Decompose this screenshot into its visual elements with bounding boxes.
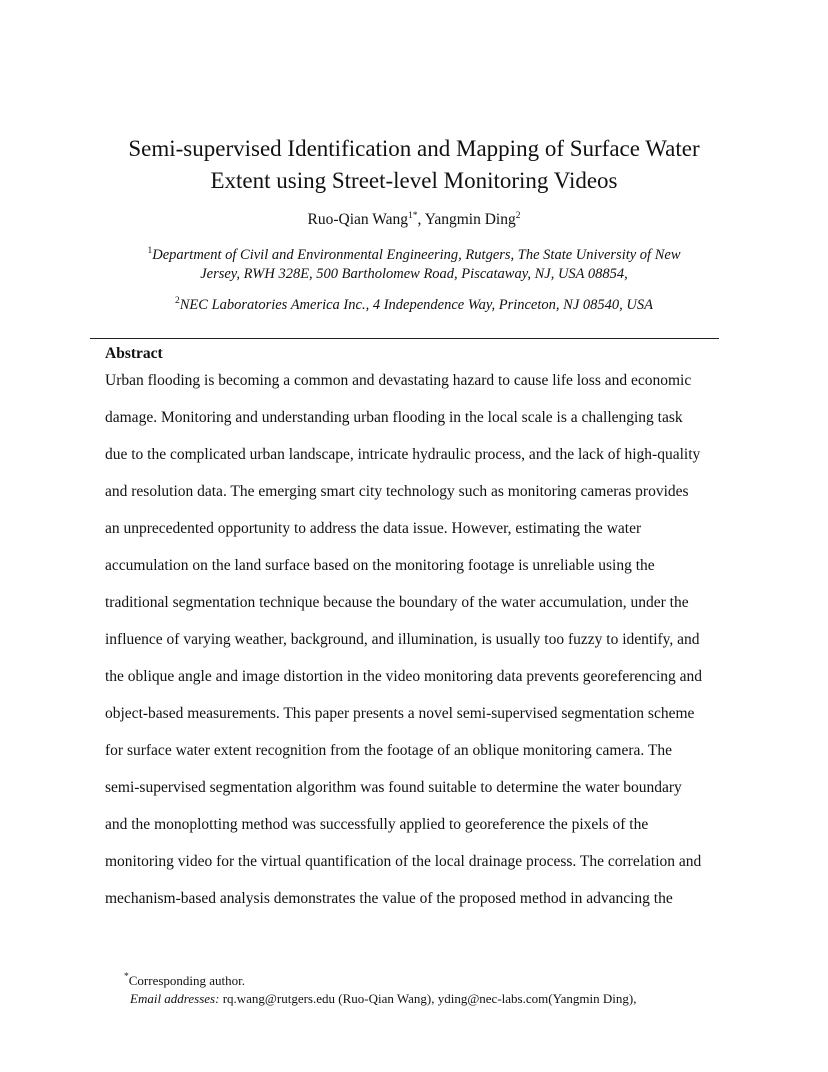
abstract-line: an unprecedented opportunity to address the data issue. However, estimating the water xyxy=(105,520,642,537)
author-list xyxy=(0,210,828,230)
section-divider xyxy=(90,338,719,339)
affiliation-2-mark: 2 xyxy=(175,296,180,306)
abstract-line: the oblique angle and image distortion in the video monitoring data prevents georeferencing and xyxy=(105,668,702,685)
abstract-line: accumulation on the land surface based on the monitoring footage is unreliable using the xyxy=(105,557,655,574)
abstract-line: monitoring video for the virtual quantification of the local drainage process. The correlation and xyxy=(105,853,702,870)
author-2-name: Yangmin Ding xyxy=(424,211,516,228)
author-1-name: Ruo-Qian Wang xyxy=(307,211,409,228)
affiliation-1 xyxy=(0,246,828,284)
abstract-line: for surface water extent recognition from the footage of an oblique monitoring camera. The xyxy=(105,742,672,759)
abstract-line: object-based measurements. This paper presents a novel semi-supervised segmentation scheme xyxy=(105,705,695,722)
affiliation-1-mark: 1 xyxy=(147,246,153,256)
affiliation-2 xyxy=(0,296,828,315)
footnote-mark: * xyxy=(124,972,129,982)
title-line-2: Extent using Street-level Monitoring Videos xyxy=(210,168,618,193)
author-separator: , xyxy=(417,211,425,228)
abstract-line: semi-supervised segmentation algorithm was found suitable to determine the water boundary xyxy=(105,779,682,796)
affiliation-2-text: NEC Laboratories America Inc., 4 Independence Way, Princeton, NJ 08540, USA xyxy=(179,297,653,313)
abstract-line: mechanism-based analysis demonstrates the value of the proposed method in advancing the xyxy=(105,890,673,907)
affiliation-1-line-2: Jersey, RWH 328E, 500 Bartholomew Road, Piscataway, NJ, USA 08854, xyxy=(200,266,628,282)
footnote xyxy=(124,972,636,1008)
paper-title xyxy=(0,133,828,197)
abstract-body xyxy=(105,370,745,925)
abstract-line: traditional segmentation technique because the boundary of the water accumulation, under the xyxy=(105,594,689,611)
abstract-line: Urban flooding is becoming a common and devastating hazard to cause life loss and economic xyxy=(105,372,692,389)
author-1-affiliation-mark: 1 xyxy=(408,211,413,221)
email-label: Email addresses: xyxy=(130,991,220,1006)
abstract-line: and the monoplotting method was successfully applied to georeference the pixels of the xyxy=(105,816,649,833)
abstract-line: influence of varying weather, background, and illumination, is usually too fuzzy to identify, and xyxy=(105,631,700,648)
author-2-affiliation-mark: 2 xyxy=(515,211,521,221)
author-1-corresponding-mark: * xyxy=(412,211,418,221)
abstract-line: due to the complicated urban landscape, intricate hydraulic process, and the lack of high-quality xyxy=(105,446,701,463)
abstract-line: damage. Monitoring and understanding urban flooding in the local scale is a challenging task xyxy=(105,409,683,426)
corresponding-author-note: Corresponding author. xyxy=(128,973,246,988)
abstract-line: and resolution data. The emerging smart city technology such as monitoring cameras provides xyxy=(105,483,689,500)
email-addresses: rq.wang@rutgers.edu (Ruo-Qian Wang), yding@nec-labs.com(Yangmin Ding), xyxy=(219,991,637,1006)
abstract-heading: Abstract xyxy=(105,345,163,362)
affiliation-1-line-1: Department of Civil and Environmental Engineering, Rutgers, The State University of New xyxy=(152,247,681,263)
title-line-1: Semi-supervised Identification and Mapping of Surface Water xyxy=(128,136,700,161)
